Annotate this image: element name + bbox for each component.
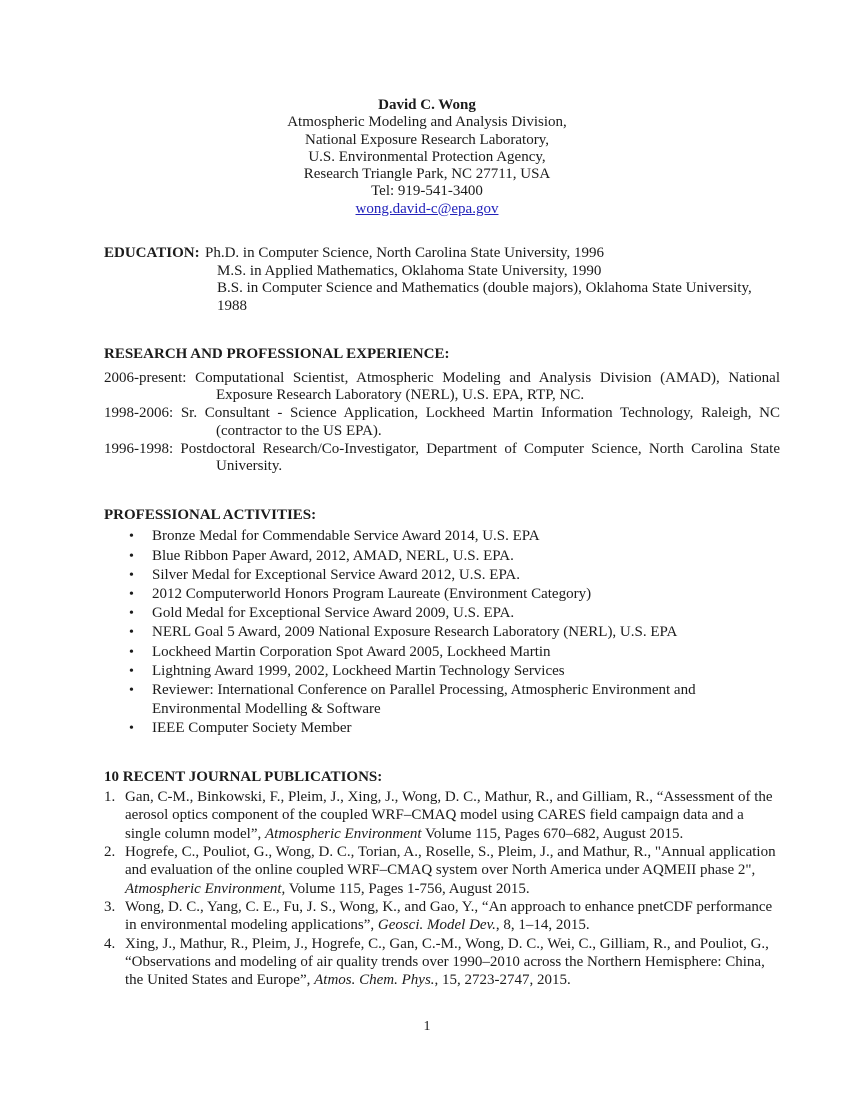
contact-address-line: U.S. Environmental Protection Agency, <box>308 148 546 165</box>
education-item: Ph.D. in Computer Science, North Carolina State University, 1996 <box>205 245 604 261</box>
section-publications <box>104 769 780 990</box>
list-item <box>104 643 780 662</box>
publication-item <box>104 898 780 935</box>
bullet-icon: • <box>129 606 134 622</box>
publications-list <box>104 788 780 989</box>
activity-text: Blue Ribbon Paper Award, 2012, AMAD, NERL, U.S. EPA. <box>152 547 514 564</box>
contact-name: David C. Wong <box>378 97 476 113</box>
contact-address-line: Atmospheric Modeling and Analysis Division, <box>287 114 567 131</box>
list-item <box>104 623 780 642</box>
list-item <box>104 566 780 585</box>
experience-entry: 1996-1998: Postdoctoral Research/Co-Investigator, Department of Computer Science, North Carolina State University. <box>104 440 780 475</box>
publication-text-segment: Hogrefe, C., Pouliot, G., Wong, D. C., Torian, A., Roselle, S., Pleim, J., and Mathur, R., "Annual application and evaluation of the online coupled WRF–CMAQ system over North America under AQMEII phase 2", <box>125 844 776 879</box>
list-item <box>104 681 780 719</box>
journal-name: Atmospheric Environment <box>264 825 422 842</box>
education-heading: EDUCATION: <box>104 245 200 261</box>
activity-text: 2012 Computerworld Honors Program Laureate (Environment Category) <box>152 586 592 603</box>
list-item <box>104 604 780 623</box>
publication-item <box>104 935 780 990</box>
journal-name: Geosci. Model Dev. <box>377 917 496 934</box>
bullet-icon: • <box>129 644 134 660</box>
publication-item <box>104 788 780 843</box>
contact-address-line: Research Triangle Park, NC 27711, USA <box>303 166 551 183</box>
journal-name: Atmos. Chem. Phys. <box>314 972 435 989</box>
experience-entry: 1998-2006: Sr. Consultant - Science Application, Lockheed Martin Information Technology, Raleigh, NC (contractor to the US EPA). <box>104 405 780 439</box>
publication-text-segment: Volume 115, Pages 670–682, August 2015. <box>421 825 684 842</box>
cv-body <box>104 245 780 989</box>
activity-text: Lockheed Martin Corporation Spot Award 2005, Lockheed Martin <box>152 643 551 660</box>
activities-list <box>104 527 780 738</box>
list-item <box>104 547 780 566</box>
publication-number: 3. <box>104 898 116 915</box>
section-education <box>104 245 780 315</box>
list-item <box>104 719 780 738</box>
activity-text: Silver Medal for Exceptional Service Award 2012, U.S. EPA. <box>152 566 521 583</box>
activity-text: Bronze Medal for Commendable Service Award 2014, U.S. EPA <box>152 528 540 545</box>
publication-number: 2. <box>104 844 116 861</box>
activities-heading: PROFESSIONAL ACTIVITIES: <box>104 506 317 523</box>
activity-text: Reviewer: International Conference on Parallel Processing, Atmospheric Environment and Environmental Modelling & Software <box>152 682 696 718</box>
experience-entries <box>104 370 780 476</box>
bullet-icon: • <box>129 529 134 545</box>
publications-heading: 10 RECENT JOURNAL PUBLICATIONS: <box>104 768 383 785</box>
list-item <box>104 662 780 681</box>
list-item <box>104 585 780 604</box>
experience-entry: 2006-present: Computational Scientist, Atmospheric Modeling and Analysis Division (AMAD), National Exposure Research Laboratory (NERL), U.S. EPA, RTP, NC. <box>104 369 780 404</box>
publication-text-segment: , 15, 2723-2747, 2015. <box>434 972 571 989</box>
bullet-icon: • <box>129 567 134 583</box>
journal-name: Atmospheric Environment <box>125 880 282 897</box>
experience-heading: RESEARCH AND PROFESSIONAL EXPERIENCE: <box>104 346 450 362</box>
publication-item <box>104 843 780 898</box>
contact-address-line: National Exposure Research Laboratory, <box>305 131 549 148</box>
activity-text: IEEE Computer Society Member <box>152 720 352 737</box>
section-activities <box>104 507 780 739</box>
list-item <box>104 527 780 546</box>
activity-text: Gold Medal for Exceptional Service Award 2009, U.S. EPA. <box>152 605 515 622</box>
education-item: M.S. in Applied Mathematics, Oklahoma State University, 1990 <box>217 262 602 279</box>
bullet-icon: • <box>129 587 134 603</box>
bullet-icon: • <box>129 625 134 641</box>
activity-text: NERL Goal 5 Award, 2009 National Exposure Research Laboratory (NERL), U.S. EPA <box>152 624 678 641</box>
publication-text-segment: Gan, C-M., Binkowski, F., Pleim, J., Xing, J., Wong, D. C., Mathur, R., and Gilliam, R., “Assessment of the aerosol optics component of the coupled WRF–CMAQ model using CARES field campaign data and a single column model”, <box>125 789 773 842</box>
bullet-icon: • <box>129 721 134 737</box>
publication-text-segment: , Volume 115, Pages 1-756, August 2015. <box>281 880 530 897</box>
page-number: 1 <box>423 1019 431 1034</box>
publication-number: 1. <box>104 789 116 806</box>
publication-text-segment: Wong, D. C., Yang, C. E., Fu, J. S., Wong, K., and Gao, Y., “An approach to enhance pnetCDF performance in environmental modeling applications”, <box>125 898 773 934</box>
publication-number: 4. <box>104 935 116 952</box>
education-items <box>205 245 780 315</box>
publication-text-segment: Xing, J., Mathur, R., Pleim, J., Hogrefe, C., Gan, C.-M., Wong, D. C., Wei, C., Gilliam, R., and Pouliot, G., “Observations and modeling of air quality trends over 1990–2010 across the Northern Hemisphere: China, the United States and Europe”, <box>125 935 769 989</box>
contact-phone: Tel: 919-541-3400 <box>371 183 483 200</box>
bullet-icon: • <box>129 663 134 679</box>
bullet-icon: • <box>129 683 134 699</box>
bullet-icon: • <box>129 548 134 564</box>
email-link[interactable]: wong.david-c@epa.gov <box>355 200 499 217</box>
publication-text-segment: , 8, 1–14, 2015. <box>495 917 590 934</box>
education-item: B.S. in Computer Science and Mathematics (double majors), Oklahoma State University, 1988 <box>217 280 752 314</box>
contact-header <box>0 97 854 218</box>
section-experience <box>104 346 780 476</box>
activity-text: Lightning Award 1999, 2002, Lockheed Martin Technology Services <box>152 662 565 679</box>
